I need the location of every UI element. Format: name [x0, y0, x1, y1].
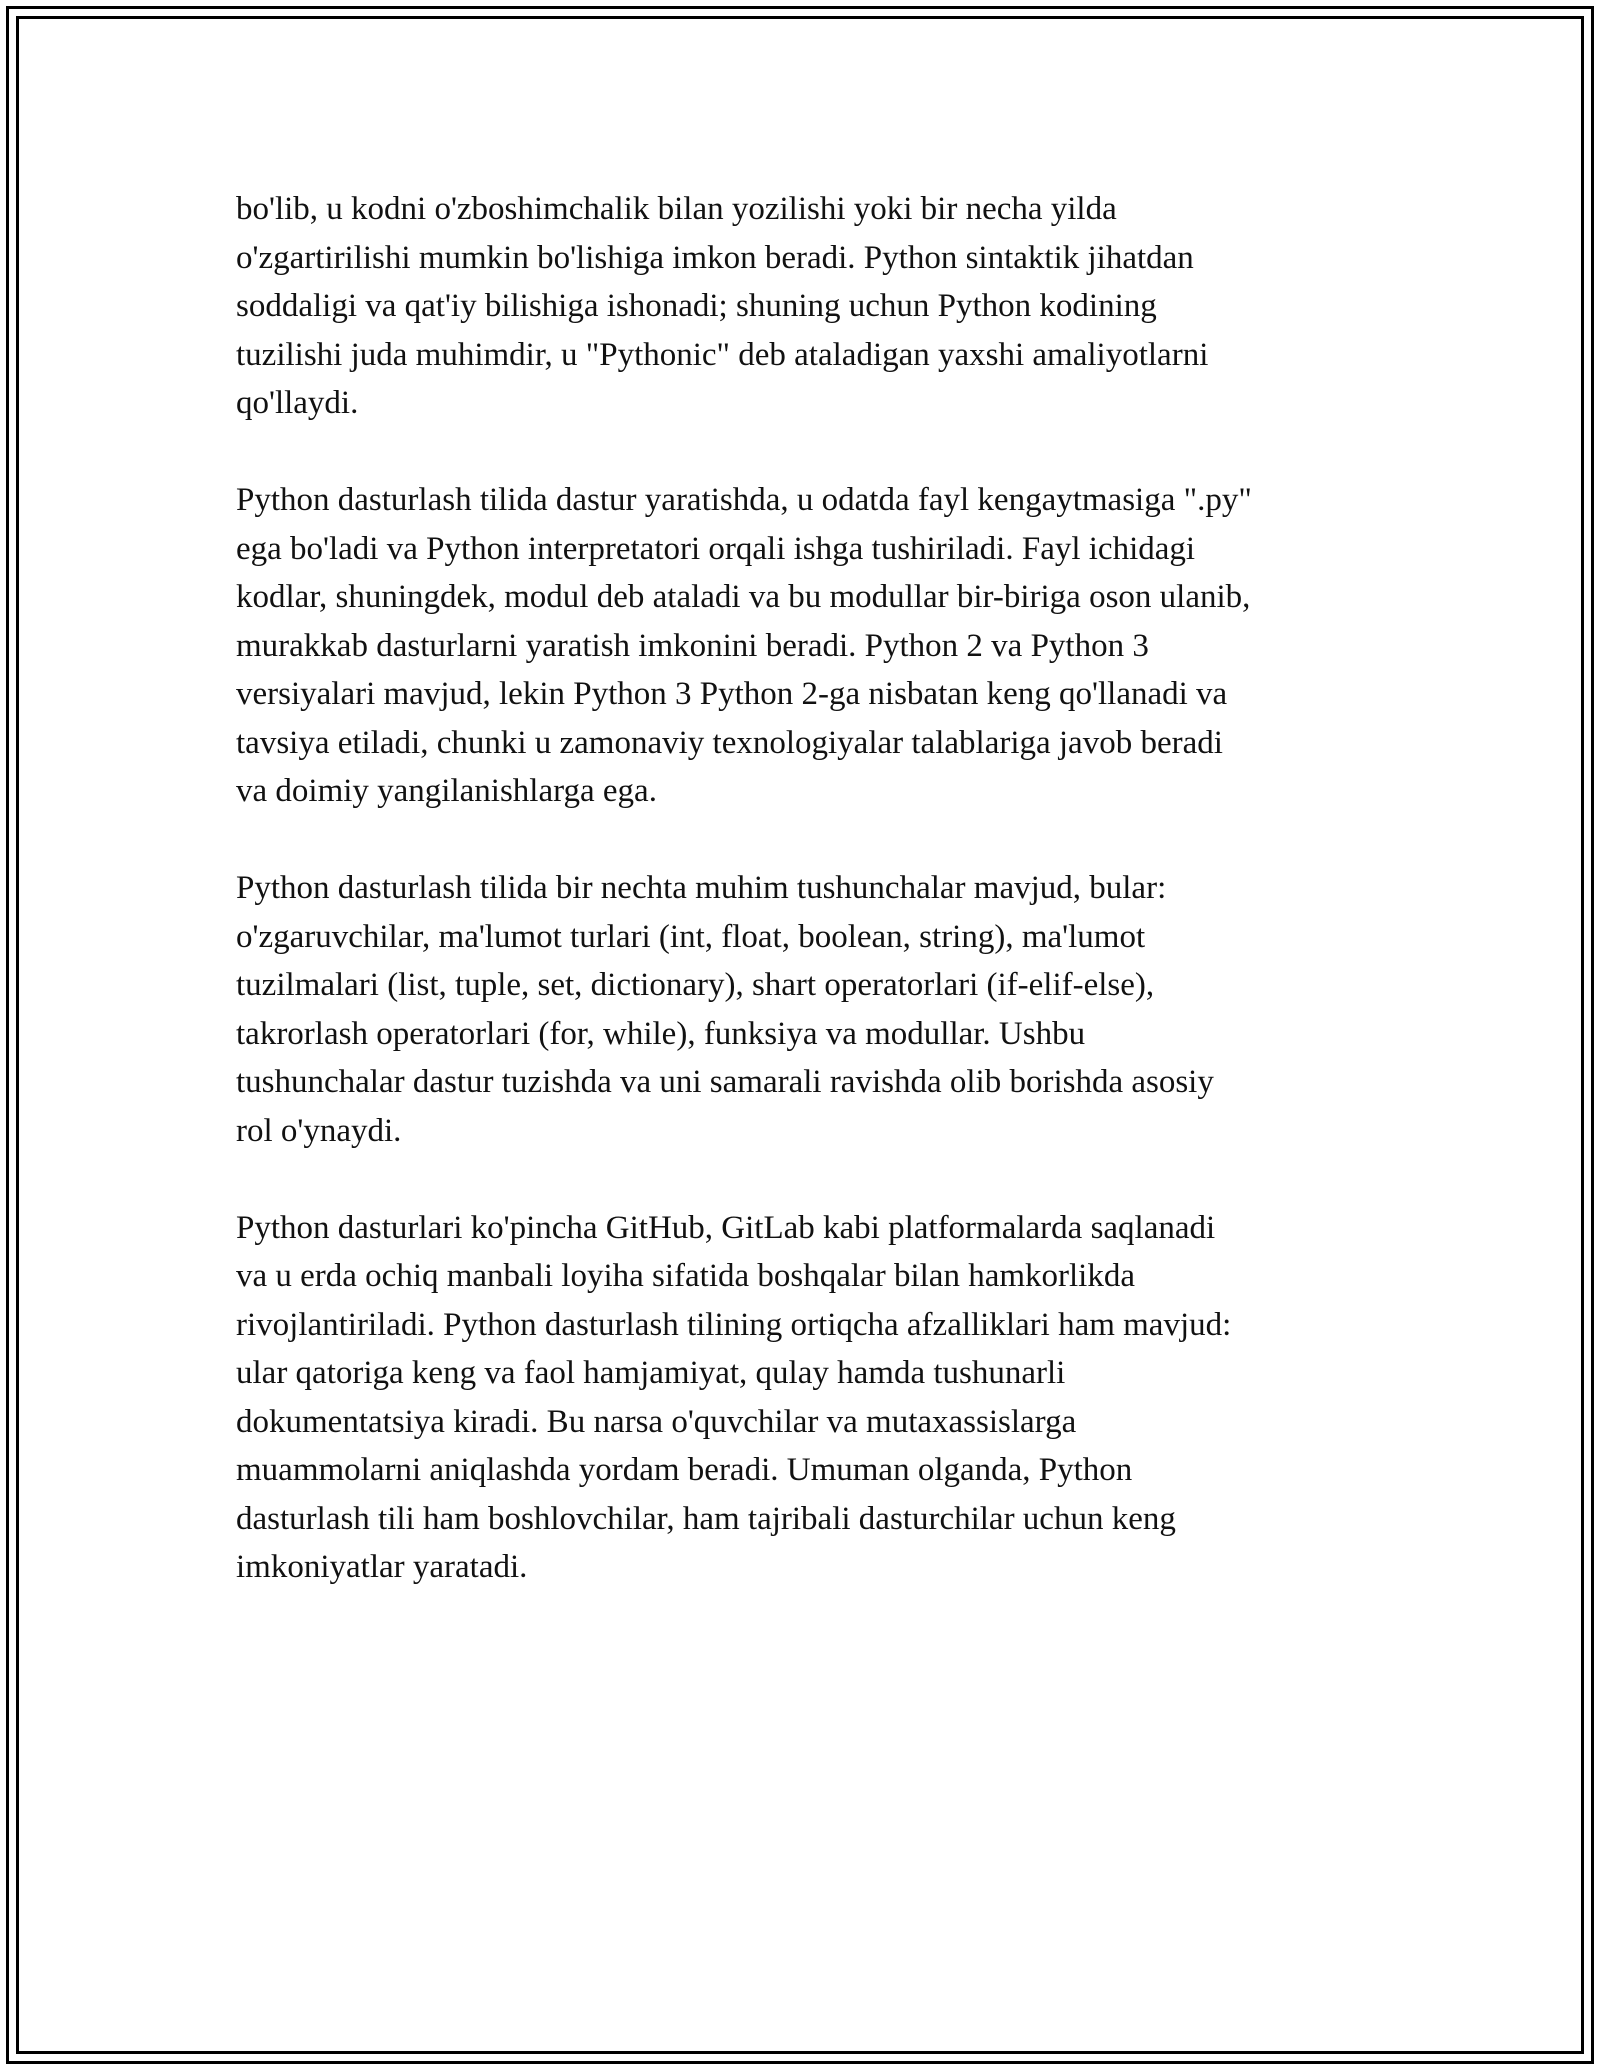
- paragraph-3: Python dasturlash tilida bir nechta muhim tushunchalar mavjud, bular: o'zgaruvchilar, ma'lumot turlari (int, float, boolean, string), ma'lumot tuzilmalari (list, tuple, set, dictionary), shart operatorlari (if-elif-else), takrorlash operatorlari (for, while), funksiya va modullar. Ushbu tushunchalar dastur tuzishda va uni samarali ravishda olib borishda asosiy rol o'ynaydi.: [236, 870, 1214, 1149]
- paragraph-2: Python dasturlash tilida dastur yaratishda, u odatda fayl kengaytmasiga ".py" ega bo'ladi va Python interpretatori orqali ishga tushiriladi. Fayl ichidagi kodlar, shuningdek, modul deb ataladi va bu modullar bir-biriga oson ulanib, murakkab dasturlarni yaratish imkonini beradi. Python 2 va Python 3 versiyalari mavjud, lekin Python 3 Python 2-ga nisbatan keng qo'llanadi va tavsiya etiladi, chunki u zamonaviy texnologiyalar talablariga javob beradi va doimiy yangilanishlarga ega.: [236, 482, 1252, 809]
- document-body: [236, 185, 1396, 1640]
- paragraph-4: Python dasturlari ko'pincha GitHub, GitLab kabi platformalarda saqlanadi va u erda ochiq manbali loyiha sifatida boshqalar bilan hamkorlikda rivojlantiriladi. Python dasturlash tilining ortiqcha afzalliklari ham mavjud: ular qatoriga keng va faol hamjamiyat, qulay hamda tushunarli dokumentatsiya kiradi. Bu narsa o'quvchilar va mutaxassislarga muammolarni aniqlashda yordam beradi. Umuman olganda, Python dasturlash tili ham boshlovchilar, ham tajribali dasturchilar uchun keng imkoniyatlar yaratadi.: [236, 1209, 1232, 1585]
- paragraph-1: bo'lib, u kodni o'zboshimchalik bilan yozilishi yoki bir necha yilda o'zgartirilishi mumkin bo'lishiga imkon beradi. Python sintaktik jihatdan soddaligi va qat'iy bilishiga ishonadi; shuning uchun Python kodining tuzilishi juda muhimdir, u "Pythonic" deb ataladigan yaxshi amaliyotlarni qo'llaydi.: [236, 191, 1209, 421]
